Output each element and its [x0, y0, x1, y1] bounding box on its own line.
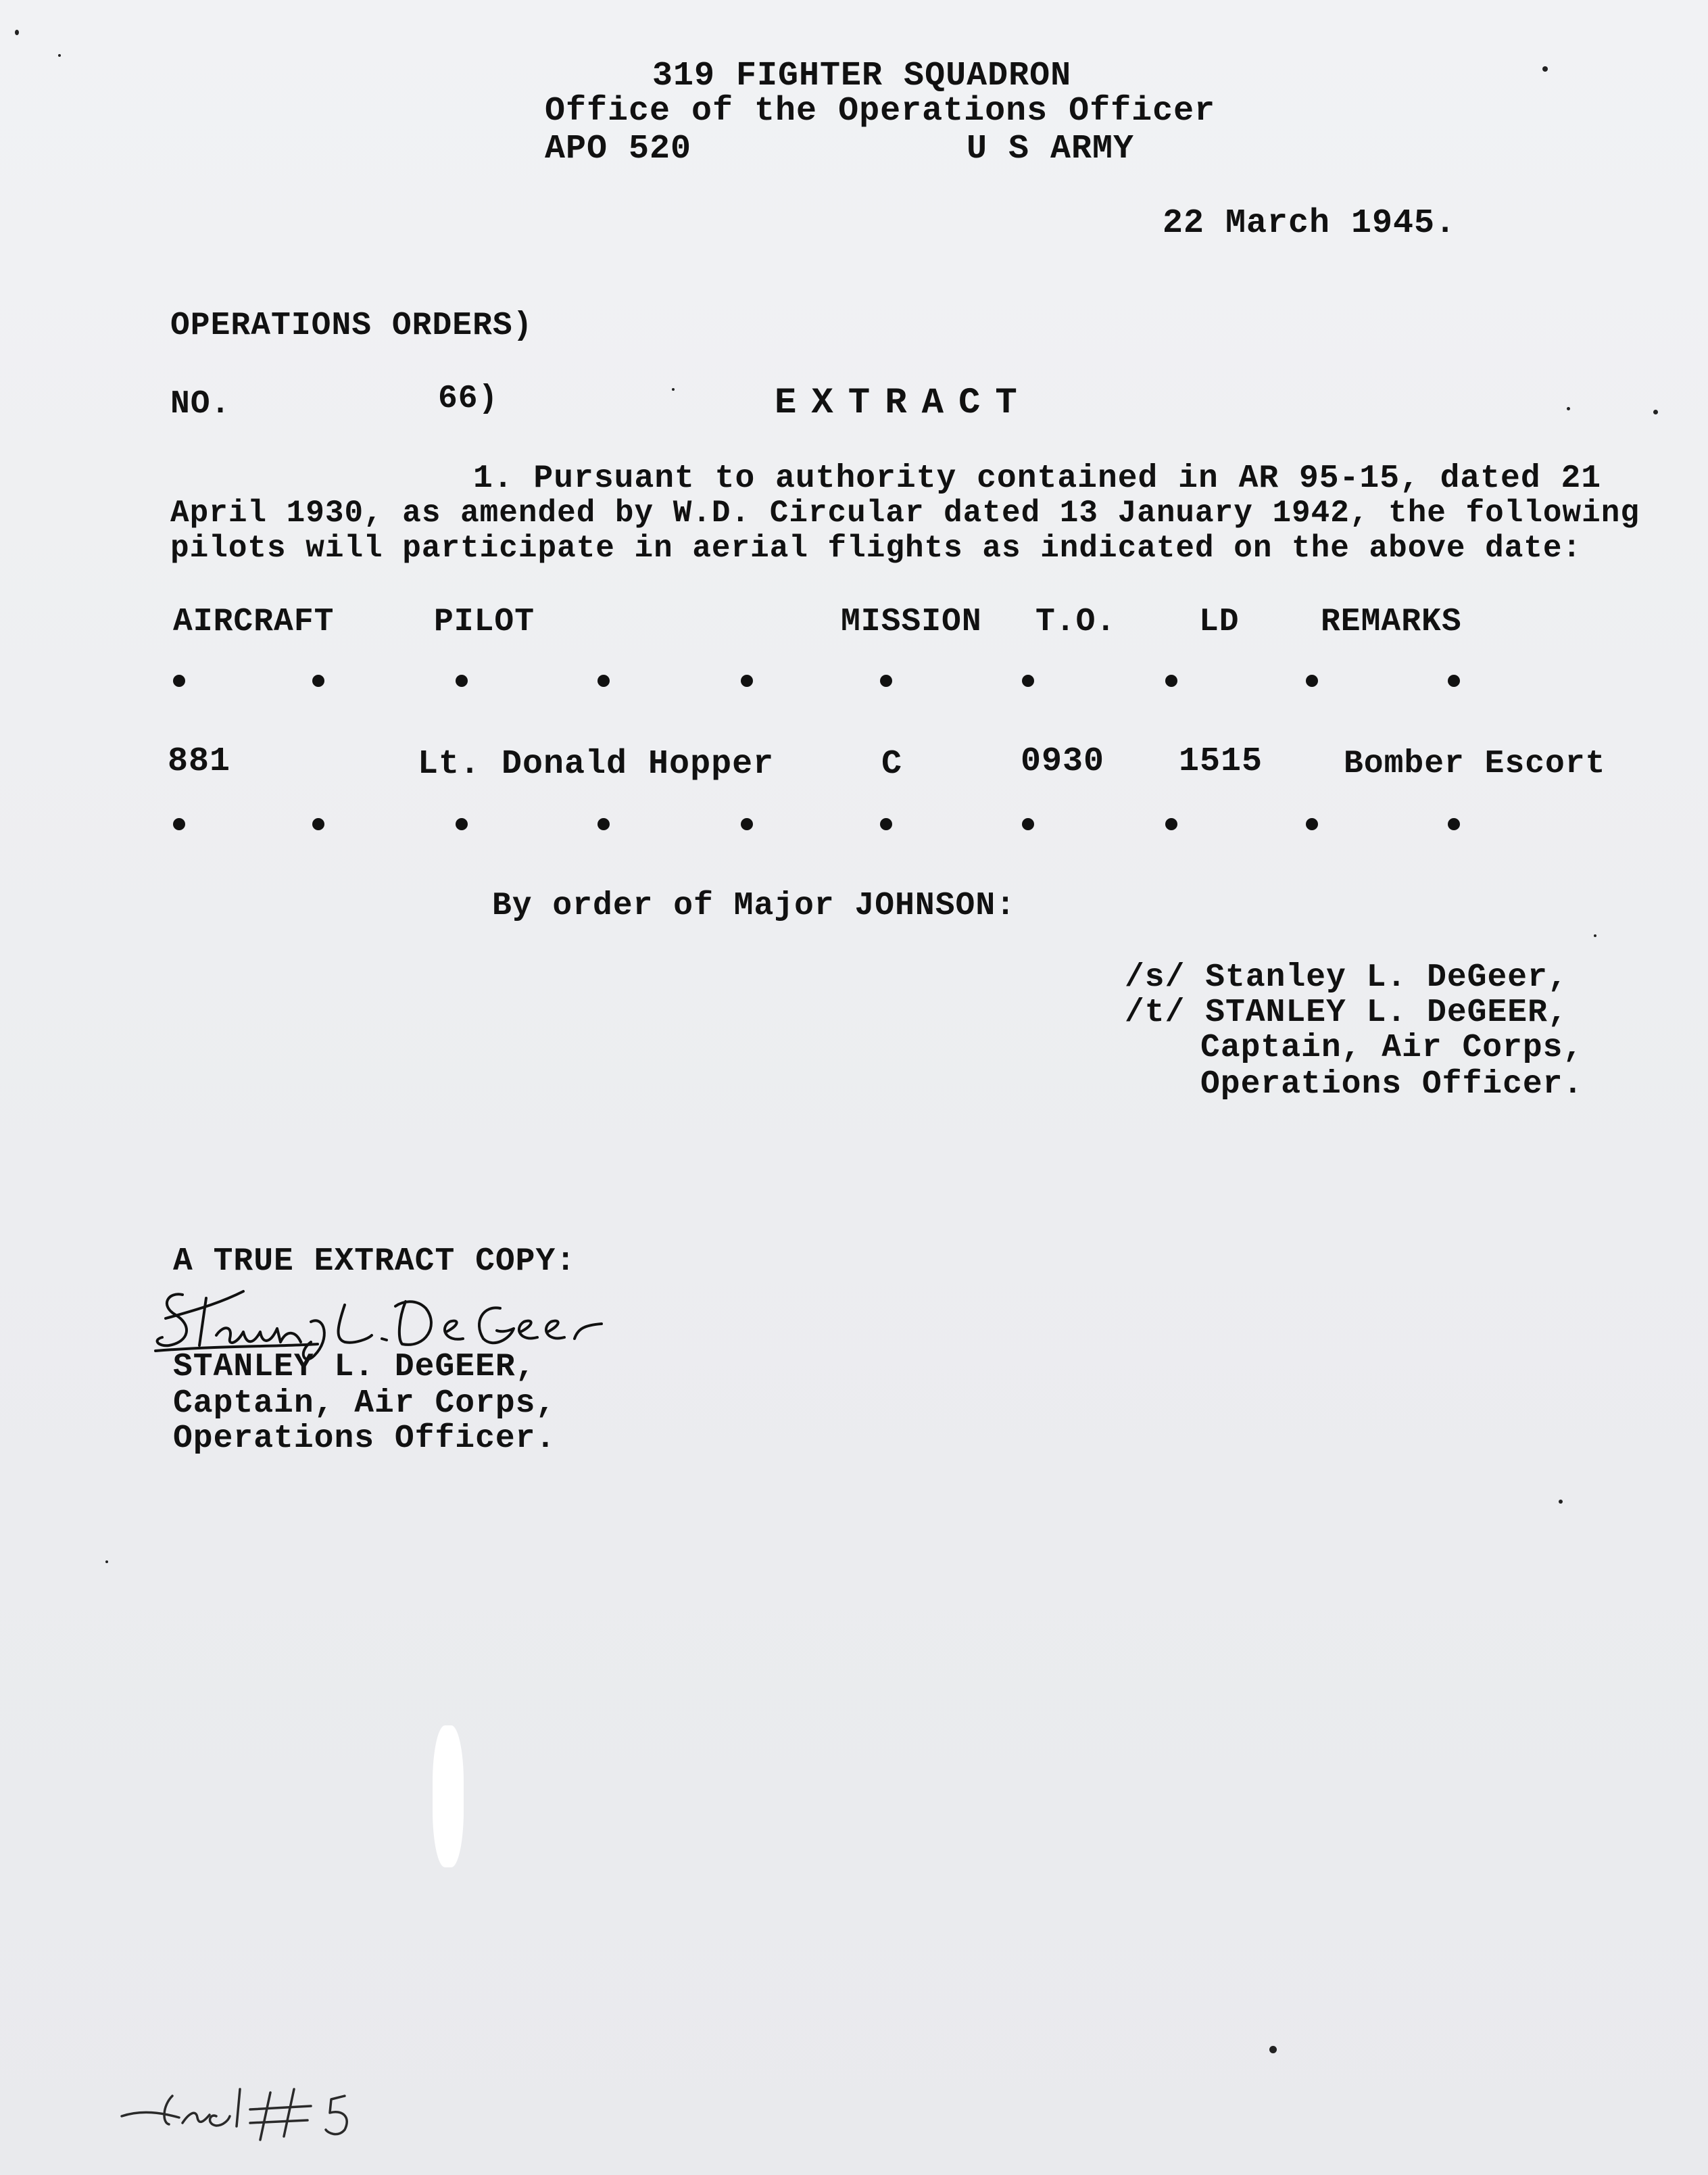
orders-label: OPERATIONS ORDERS) [170, 308, 533, 344]
true-copy-rank: Captain, Air Corps, [173, 1385, 556, 1422]
sig-rank: Captain, Air Corps, [1200, 1030, 1584, 1066]
header-remarks: REMARKS [1321, 604, 1462, 640]
sig-title: Operations Officer. [1200, 1066, 1584, 1103]
paragraph-line-1: 1. Pursuant to authority contained in AR 95-15, dated 21 [473, 460, 1602, 497]
apo-line: APO 520 [545, 130, 692, 168]
header-to: T.O. [1035, 604, 1117, 640]
paragraph-line-2: April 1930, as amended by W.D. Circular dated 13 January 1942, the following [170, 496, 1640, 531]
orders-no-value: 66) [438, 381, 499, 417]
sig-t-line: /t/ STANLEY L. DeGEER, [1125, 995, 1568, 1031]
true-copy-label: A TRUE EXTRACT COPY: [173, 1243, 577, 1280]
cell-aircraft: 881 [168, 742, 231, 781]
cell-landing: 1515 [1179, 742, 1263, 781]
office-line: Office of the Operations Officer [545, 92, 1216, 130]
true-copy-title: Operations Officer. [173, 1420, 556, 1457]
cell-mission: C [881, 745, 903, 784]
paragraph-line-3: pilots will participate in aerial flights as indicated on the above date: [170, 531, 1582, 566]
army-line: U S ARMY [967, 130, 1135, 168]
unit-name: 319 FIGHTER SQUADRON [652, 57, 1072, 95]
handwritten-note-incl-5 [115, 2076, 466, 2150]
cell-pilot: Lt. Donald Hopper [418, 745, 775, 784]
extract-title: EXTRACT [775, 383, 1032, 424]
true-copy-name: STANLEY L. DeGEER, [173, 1349, 536, 1385]
orders-no-label: NO. [170, 386, 231, 423]
document-date: 22 March 1945. [1163, 204, 1457, 243]
sig-s-line: /s/ Stanley L. DeGeer, [1125, 959, 1568, 996]
header-ld: LD [1199, 604, 1240, 640]
header-pilot: PILOT [434, 604, 535, 640]
cell-takeoff: 0930 [1021, 742, 1105, 781]
cell-remarks: Bomber Escort [1344, 746, 1606, 782]
order-by-line: By order of Major JOHNSON: [492, 888, 1016, 924]
header-aircraft: AIRCRAFT [173, 604, 335, 640]
header-mission: MISSION [841, 604, 982, 640]
